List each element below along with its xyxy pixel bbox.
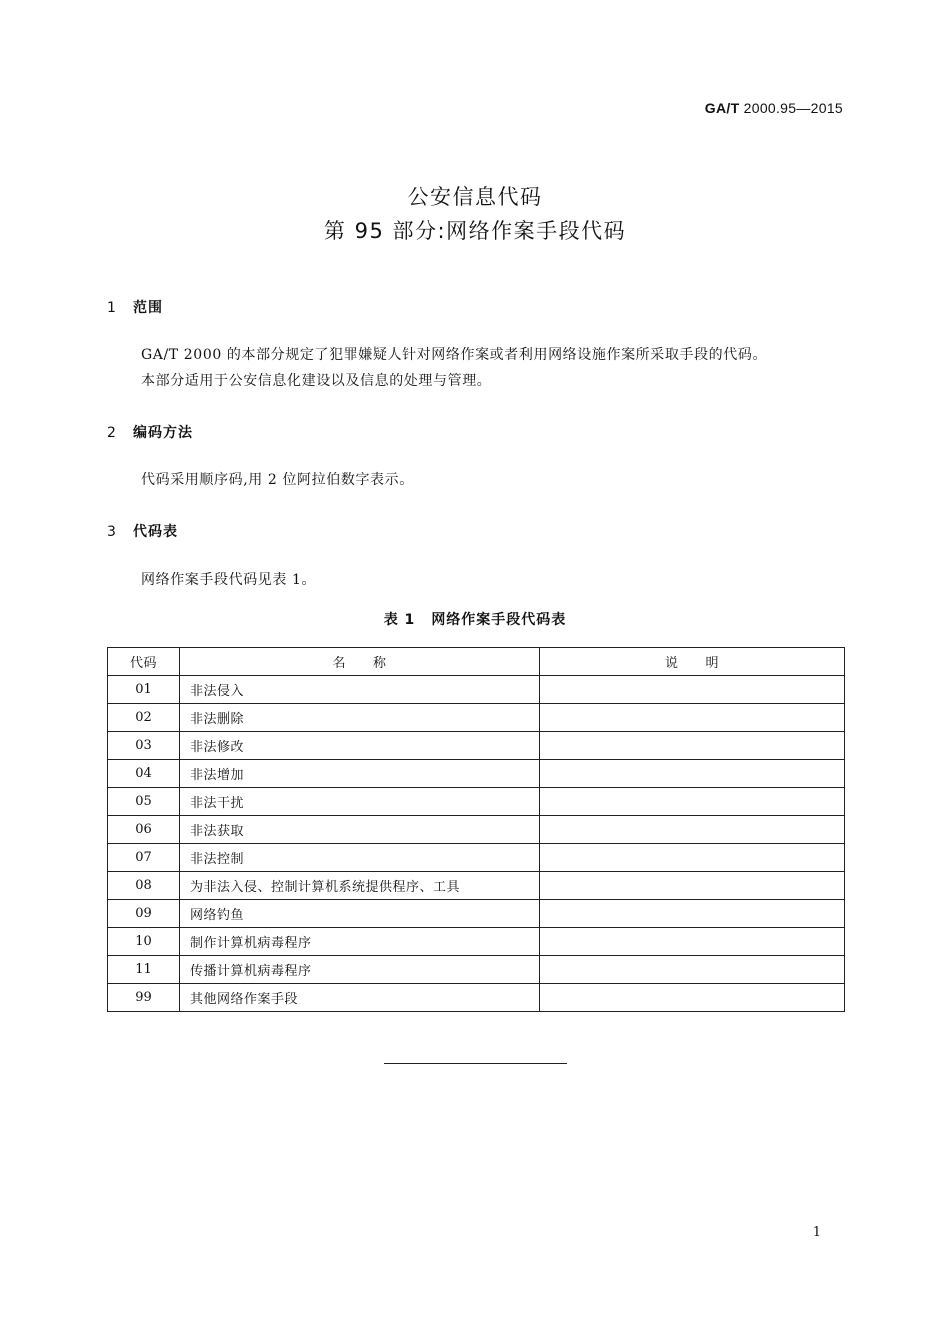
section-number: 3 [107,524,117,540]
section-heading-scope [107,297,163,317]
section-title: 代码表 [133,524,178,540]
section-code-table-paragraph: 网络作案手段代码见表 1。 [141,572,317,588]
cell-code: 99 [108,984,180,1012]
section-scope-paragraph-1: GA/T 2000 的本部分规定了犯罪嫌疑人针对网络作案或者利用网络设施作案所采取手段的代码。 [141,347,768,363]
cell-note [540,704,845,732]
table-caption [0,609,950,629]
table-caption-label: 表 1 [383,612,416,628]
cell-code: 08 [108,872,180,900]
cell-code: 10 [108,928,180,956]
document-subtitle: 第 95 部分:网络作案手段代码 [323,219,627,243]
cell-note [540,872,845,900]
table-row [108,704,845,732]
cell-note [540,816,845,844]
cell-name: 其他网络作案手段 [180,984,540,1012]
cell-note [540,984,845,1012]
cell-name: 非法干扰 [180,788,540,816]
cell-name: 传播计算机病毒程序 [180,956,540,984]
cell-code: 07 [108,844,180,872]
section-title: 范围 [133,300,163,316]
table-row [108,984,845,1012]
cell-code: 06 [108,816,180,844]
section-coding-method-paragraph: 代码采用顺序码,用 2 位阿拉伯数字表示。 [141,472,414,488]
column-header-name: 名 称 [180,648,540,676]
table-row [108,844,845,872]
section-title: 编码方法 [133,425,193,441]
table-row [108,676,845,704]
cell-name: 非法侵入 [180,676,540,704]
section-heading-coding-method [107,422,193,442]
cell-code: 04 [108,760,180,788]
document-title: 公安信息代码 [407,185,543,209]
cell-name: 非法控制 [180,844,540,872]
table-caption-title: 网络作案手段代码表 [431,612,567,628]
section-heading-code-table [107,521,178,541]
cell-name: 制作计算机病毒程序 [180,928,540,956]
table-row [108,928,845,956]
column-header-note: 说 明 [540,648,845,676]
table-row [108,788,845,816]
table-row [108,760,845,788]
cell-note [540,844,845,872]
table-header-row [108,648,845,676]
cell-note [540,788,845,816]
table-row [108,900,845,928]
table-row [108,956,845,984]
cell-code: 01 [108,676,180,704]
table-row [108,732,845,760]
page-number: 1 [812,1225,821,1240]
cell-name: 网络钓鱼 [180,900,540,928]
cell-note [540,928,845,956]
section-number: 1 [107,300,117,316]
end-of-document-rule [384,1063,567,1064]
column-header-code: 代码 [108,648,180,676]
cell-code: 03 [108,732,180,760]
cell-name: 非法增加 [180,760,540,788]
cell-note [540,956,845,984]
section-scope-paragraph-2: 本部分适用于公安信息化建设以及信息的处理与管理。 [141,373,492,389]
table-row [108,816,845,844]
cell-name: 非法获取 [180,816,540,844]
table-row [108,872,845,900]
cell-code: 09 [108,900,180,928]
cell-code: 05 [108,788,180,816]
section-number: 2 [107,425,117,441]
cell-name: 为非法入侵、控制计算机系统提供程序、工具 [180,872,540,900]
cell-code: 11 [108,956,180,984]
cell-name: 非法删除 [180,704,540,732]
code-table [107,647,845,1012]
document-code-prefix: GA/T [704,100,740,116]
cell-note [540,900,845,928]
document-code [705,100,843,116]
cell-note [540,732,845,760]
cell-code: 02 [108,704,180,732]
document-code-number: 2000.95—2015 [743,100,843,116]
cell-note [540,676,845,704]
cell-note [540,760,845,788]
cell-name: 非法修改 [180,732,540,760]
